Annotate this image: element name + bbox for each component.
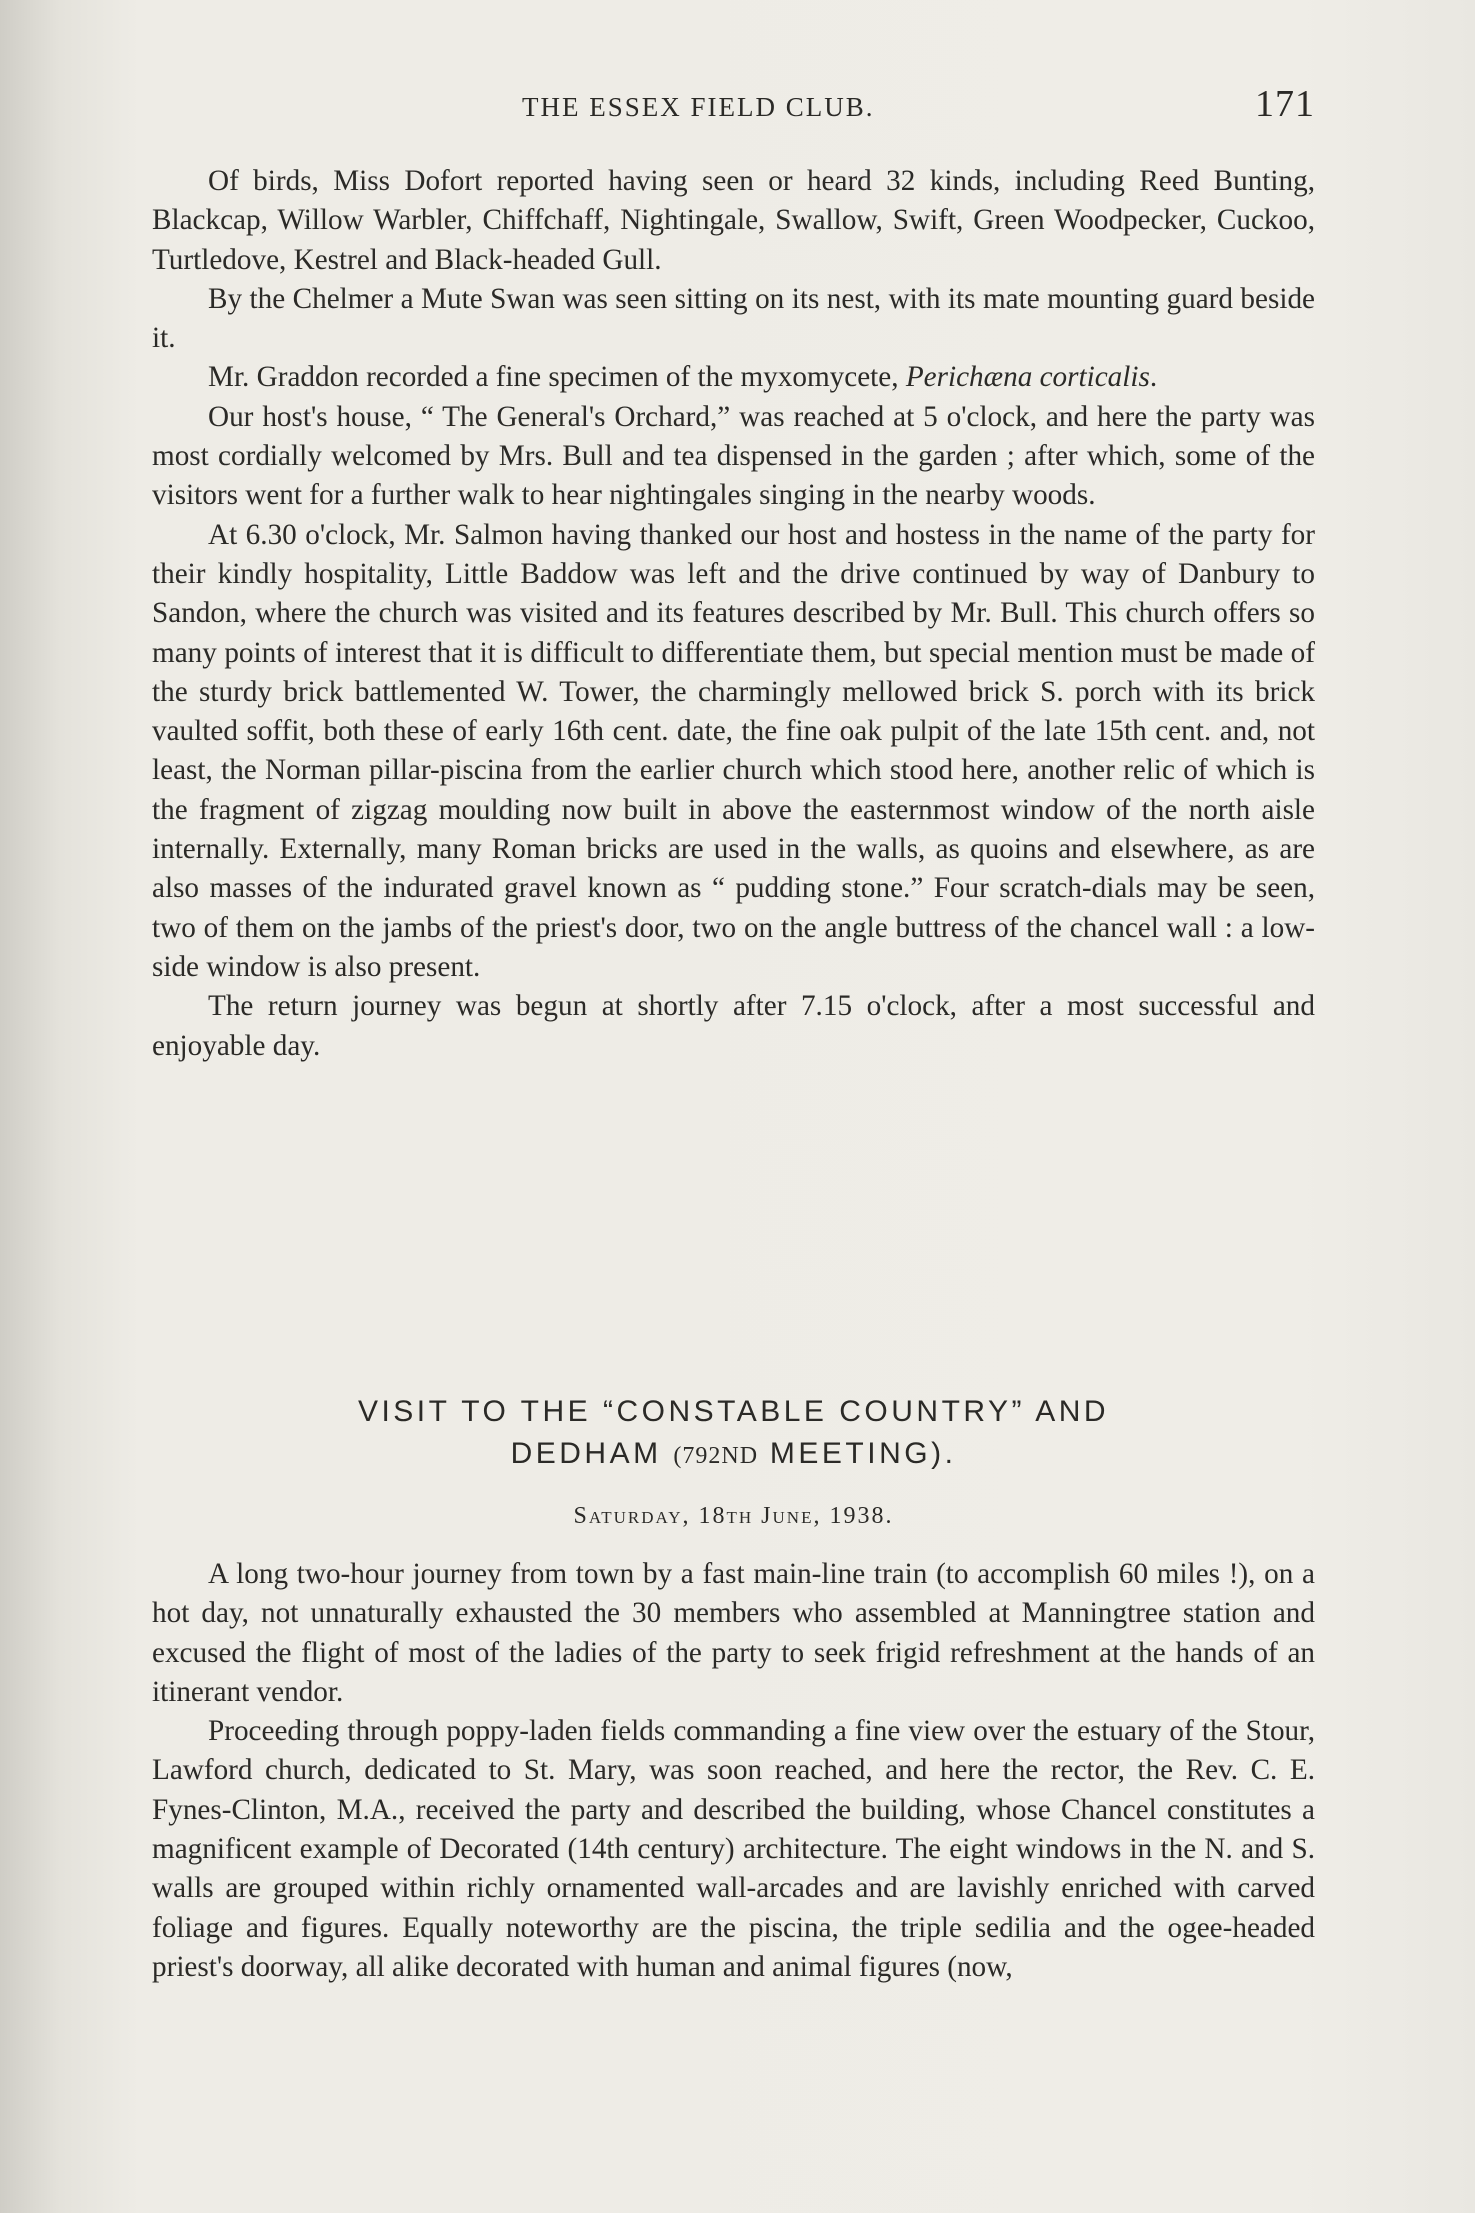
paragraph-lawford-church: Proceeding through poppy-laden fields commanding a fine view over the estuary of the Stour, Lawford church, dedicated to St. Mary, was soon reached, and here the rector, the Rev. C. E. Fynes-Clinton, M.A., received the party and described the building, whose Chancel constitutes a magnificent example of Decorated (14th century) architecture. The eight windows in the N. and S. walls are grouped within richly ornamented wall-arcades and are lavishly enriched with carved foliage and figures. Equally noteworthy are the piscina, the triple sedilia and the ogee-headed priest's doorway, all alike decorated with human and animal figures (now, [152, 1715, 1315, 1983]
paragraph-return-journey: The return journey was begun at shortly after 7.15 o'clock, after a most successful and enjoyable day. [152, 990, 1315, 1062]
heading-dedham: DEDHAM [510, 1437, 662, 1470]
meeting-date: Saturday, 18th June, 1938. [573, 1503, 894, 1529]
section-heading-line1 [152, 1395, 1315, 1429]
species-name: Perichæna corticalis [905, 361, 1150, 394]
graddon-end: . [1149, 361, 1158, 394]
heading-meeting-number: (792ND [673, 1443, 759, 1469]
paragraph-journey: A long two-hour journey from town by a fast main-line train (to accomplish 60 miles !), on a hot day, not unnaturally exhausted the 30 members who assembled at Manningtree station and excused the flight of most of the ladies of the party to seek frigid refreshment at the hands of an itinerant vendor. [152, 1558, 1315, 1708]
section-heading-text: VISIT TO THE “CONSTABLE COUNTRY” AND [357, 1395, 1110, 1428]
paragraph-sandon-church: At 6.30 o'clock, Mr. Salmon having thanked our host and hostess in the name of the party for their kindly hospitality, Little Baddow was left and the drive continued by way of Danbury to Sandon, where the church was visited and its features described by Mr. Bull. This church offers so many points of interest that it is difficult to differentiate them, but special mention must be made of the sturdy brick battlemented W. Tower, the charmingly mellowed brick S. porch with its brick vaulted soffit, both these of early 16th cent. date, the fine oak pulpit of the late 15th cent. and, not least, the Norman pillar-piscina from the earlier church which stood here, another relic of which is the fragment of zigzag moulding now built in above the easternmost window of the north aisle internally. Externally, many Roman bricks are used in the walls, as quoins and elsewhere, as are also masses of the indurated gravel known as “ pudding stone.” Four scratch-dials may be seen, two of them on the jambs of the priest's door, two on the angle buttress of the chancel wall : a low-side window is also present. [152, 518, 1315, 983]
heading-meeting: MEETING). [769, 1437, 957, 1470]
body-text-top [152, 162, 1315, 1066]
graddon-text: Mr. Graddon recorded a fine specimen of the myxomycete, [208, 361, 906, 394]
page-number: 171 [1255, 83, 1315, 125]
body-text-bottom [152, 1555, 1315, 1987]
paragraph-swan: By the Chelmer a Mute Swan was seen sitting on its nest, with its mate mounting guard beside it. [152, 282, 1315, 355]
paragraph-birds: Of birds, Miss Dofort reported having seen or heard 32 kinds, including Reed Bunting, Blackcap, Willow Warbler, Chiffchaff, Nightingale, Swallow, Swift, Green Woodpecker, Cuckoo, Turtledove, Kestrel and Black-headed Gull. [152, 165, 1315, 276]
paragraph-host-house: Our host's house, “ The General's Orchard,” was reached at 5 o'clock, and here the party was most cordially welcomed by Mrs. Bull and tea dispensed in the garden ; after which, some of the visitors went for a further walk to hear nightingales singing in the nearby woods. [152, 400, 1315, 512]
running-head [152, 82, 1315, 138]
paragraph-graddon [152, 358, 1315, 397]
section-heading-line2 [152, 1437, 1315, 1471]
running-title: THE ESSEX FIELD CLUB. [522, 92, 875, 122]
